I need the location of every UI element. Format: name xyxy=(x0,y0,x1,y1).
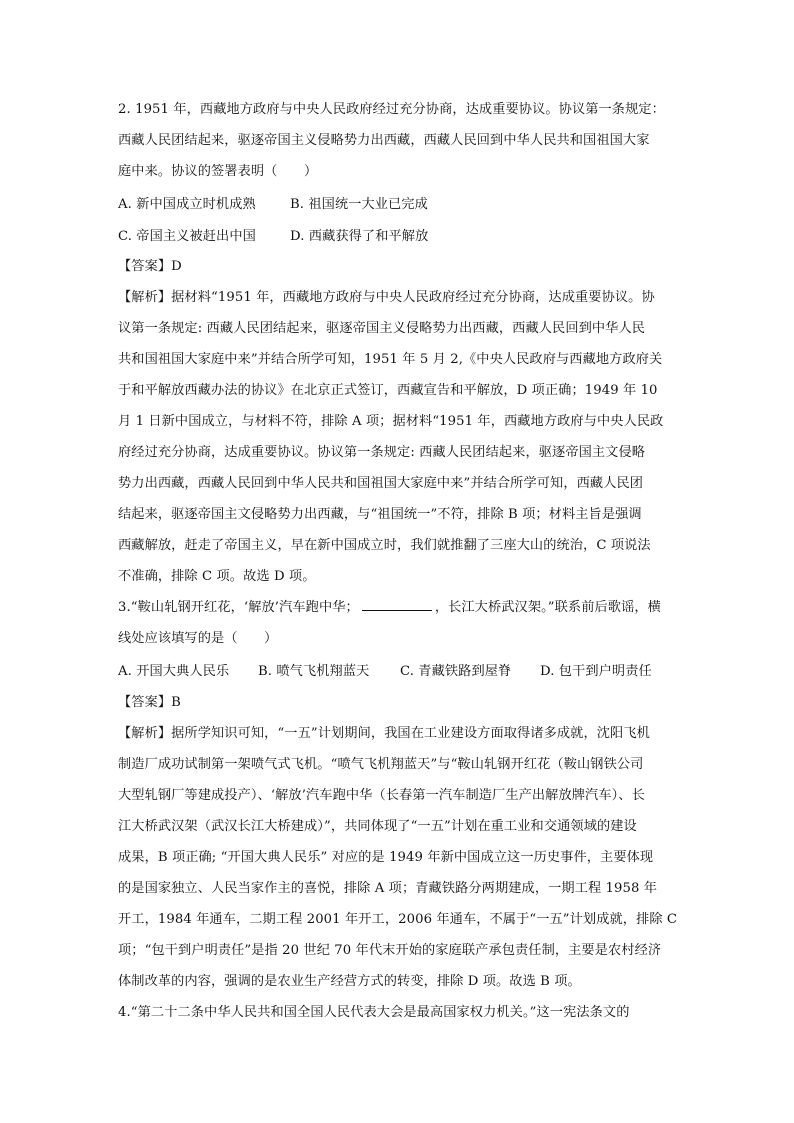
q2-analysis-line-3: 共和国祖国大家庭中来”并结合所学可知，1951 年 5 月 2,《中央人民政府与西藏地方政府关 xyxy=(118,352,663,367)
q3-stem-part-2: ，长江大桥武汉架。”联系前后歌谣，横 xyxy=(434,600,661,615)
q2-option-d: D. 西藏获得了和平解放 xyxy=(290,229,429,244)
q3-analysis-line-4: 江大桥武汉架（武汉长江大桥建成）”，共同体现了“一五”计划在重工业和交通领域的建设 xyxy=(118,819,637,834)
q2-analysis-line-10: 不准确，排除 C 项。故选 D 项。 xyxy=(118,569,316,584)
q3-answer: 【答案】B xyxy=(118,695,181,710)
q2-options-row-1 xyxy=(118,195,428,215)
q3-fill-blank xyxy=(362,598,432,611)
q2-analysis-line-2: 议第一条规定: 西藏人民团结起来，驱逐帝国主义侵略势力出西藏，西藏人民回到中华人民 xyxy=(118,321,646,336)
q3-option-a: A. 开国大典人民乐 xyxy=(118,664,230,679)
q2-analysis-line-9: 西藏解放，赶走了帝国主义，早在新中国成立时，我们就推翻了三座大山的统治，C 项说法 xyxy=(118,538,651,553)
q2-option-c: C. 帝国主义被赶出中国 xyxy=(118,229,256,244)
q3-analysis-line-2: 制造厂成功试制第一架喷气式飞机。“喷气飞机翔蓝天”与“鞍山轧钢开红花（鞍山钢铁公司 xyxy=(118,757,644,772)
q2-stem-line-3: 庭中来。协议的签署表明（ ） xyxy=(118,164,318,179)
q3-option-c: C. 青藏铁路到屋脊 xyxy=(400,664,512,679)
q2-analysis-line-1: 【解析】据材料“1951 年，西藏地方政府与中央人民政府经过充分协商，达成重要协议。协 xyxy=(118,290,655,305)
q2-stem-line-1: 2. 1951 年，西藏地方政府与中央人民政府经过充分协商，达成重要协议。协议第一条规定： xyxy=(118,102,665,117)
q3-analysis-line-9: 体制改革的内容，强调的是农业生产经营方式的转变，排除 D 项。故选 B 项。 xyxy=(118,974,581,989)
q2-analysis-line-5: 月 1 日新中国成立，与材料不符，排除 A 项；据材料“1951 年，西藏地方政府与中央人民政 xyxy=(118,414,664,429)
q2-option-b: B. 祖国统一大业已完成 xyxy=(290,197,428,212)
q2-option-a: A. 新中国成立时机成熟 xyxy=(118,197,256,212)
q2-analysis-line-7: 势力出西藏，西藏人民回到中华人民共和国祖国大家庭中来”并结合所学可知，西藏人民团 xyxy=(118,476,644,491)
q2-analysis-line-6: 府经过充分协商，达成重要协议。协议第一条规定: 西藏人民团结起来，驱逐帝国主文侵略 xyxy=(118,445,646,460)
q2-answer: 【答案】D xyxy=(118,259,182,274)
q3-analysis-line-8: 项；“包干到户明责任”是指 20 世纪 70 年代末开始的家庭联产承包责任制，主要是农村经济 xyxy=(118,943,662,958)
q3-analysis-line-7: 开工，1984 年通车，二期工程 2001 年开工，2006 年通车，不属于“一五”计划成就，排除 C xyxy=(118,912,678,927)
q3-stem-line-2: 线处应该填写的是（ ） xyxy=(118,631,278,646)
q3-options-row xyxy=(118,662,652,682)
q3-analysis-line-1: 【解析】据所学知识可知，“一五”计划期间，我国在工业建设方面取得诸多成就，沈阳飞机 xyxy=(118,726,650,741)
q3-analysis-line-5: 成果，B 项正确; “开国大典人民乐” 对应的是 1949 年新中国成立这一历史事件，主要体现 xyxy=(118,850,654,865)
q3-analysis-line-6: 的是国家独立、人民当家作主的喜悦，排除 A 项；青藏铁路分两期建成，一期工程 1958 年 xyxy=(118,881,658,896)
q3-stem-part-1: 3.“鞍山轧钢开红花，‘解放’汽车跑中华； xyxy=(118,600,359,615)
q2-analysis-line-8: 结起来，驱逐帝国主文侵略势力出西藏，与“祖国统一”不符，排除 B 项；材料主旨是强调 xyxy=(118,507,642,522)
q3-option-d: D. 包干到户明责任 xyxy=(540,664,652,679)
q2-analysis-line-4: 于和平解放西藏办法的协议》在北京正式签订，西藏宣告和平解放，D 项正确；1949 年 10 xyxy=(118,383,658,398)
q3-stem-line-1 xyxy=(118,598,661,618)
q2-options-row-2 xyxy=(118,227,428,247)
q4-stem-line-1: 4.“第二十二条中华人民共和国全国人民代表大会是最高国家权力机关。”这一宪法条文的 xyxy=(118,1005,630,1020)
q2-stem-line-2: 西藏人民团结起来，驱逐帝国主义侵略势力出西藏，西藏人民回到中华人民共和国祖国大家 xyxy=(118,133,650,148)
q3-analysis-line-3: 大型轧钢厂等建成投产）、‘解放’汽车跑中华（长春第一汽车制造厂生产出解放牌汽车）、长 xyxy=(118,788,645,803)
q3-option-b: B. 喷气飞机翔蓝天 xyxy=(258,664,370,679)
